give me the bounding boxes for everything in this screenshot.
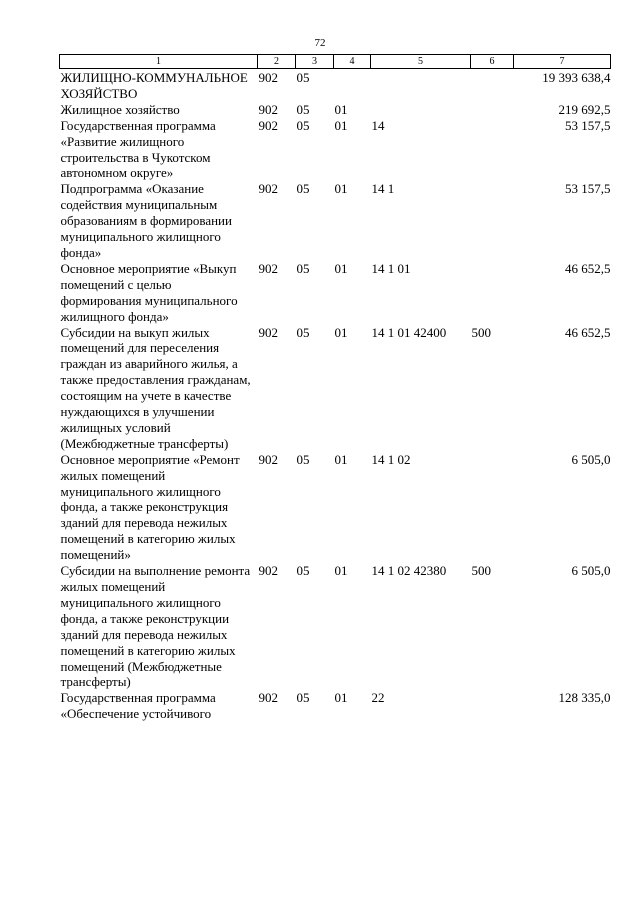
row-name: Государственная программа «Обеспечение устойчивого xyxy=(60,690,216,722)
subsection-code: 01 xyxy=(334,181,348,197)
section-code: 05 xyxy=(296,70,310,85)
target-item-code: 14 1 02 xyxy=(371,451,411,467)
row-name: Субсидии на выкуп жилых помещений для переселения граждан из аварийного жилья, а также предоставления гражданам, состоящим на учете в качестве нуждающихся в улучшении жилищных условий (Межбюджетные трансферты) xyxy=(60,324,251,451)
row-name: Основное мероприятие «Ремонт жилых помещений муниципального жилищного фонда, а также реконструкция зданий для перевода нежилых помещений в категорию жилых помещений» xyxy=(60,451,240,563)
subsection-code xyxy=(334,69,371,102)
table-row xyxy=(60,118,611,182)
expense-type-code: 500 xyxy=(471,324,491,340)
column-number-header: 2 xyxy=(258,55,296,69)
amount: 53 157,5 xyxy=(565,181,611,197)
table-row xyxy=(60,102,611,118)
target-item-code xyxy=(371,102,471,118)
expense-type-code xyxy=(471,102,514,118)
row-name: Субсидии на выполнение ремонта жилых помещений муниципального жилищного фонда, а также реконструкции зданий для перевода нежилых помещений в категорию жилых помещений (Межбюджетные трансферты) xyxy=(60,563,251,690)
page-number: 72 xyxy=(314,37,326,49)
subsection-code: 01 xyxy=(334,117,348,133)
table-row xyxy=(60,325,611,452)
ministry-code: 902 xyxy=(258,181,278,197)
section-code: 05 xyxy=(296,690,310,706)
ministry-code: 902 xyxy=(258,324,278,340)
section-code: 05 xyxy=(296,260,310,276)
column-number-row xyxy=(60,55,611,69)
section-code: 05 xyxy=(296,451,310,467)
table-row xyxy=(60,261,611,325)
row-name: Основное мероприятие «Выкуп помещений с целью формирования муниципального жилищного фонда» xyxy=(60,260,238,324)
subsection-code: 01 xyxy=(334,690,348,706)
section-code: 05 xyxy=(296,563,310,579)
table-row xyxy=(60,452,611,563)
table-row xyxy=(60,69,611,102)
column-number-header: 4 xyxy=(334,55,371,69)
section-code: 05 xyxy=(296,117,310,133)
amount: 46 652,5 xyxy=(565,260,611,276)
column-number-header: 7 xyxy=(514,55,611,69)
amount: 6 505,0 xyxy=(571,563,611,579)
column-number-header: 3 xyxy=(296,55,334,69)
subsection-code: 01 xyxy=(334,101,348,117)
column-number-header: 1 xyxy=(60,55,258,69)
ministry-code: 902 xyxy=(258,690,278,706)
row-name: Жилищное хозяйство xyxy=(60,101,180,117)
row-name: Государственная программа «Развитие жилищного строительства в Чукотском автономном округе» xyxy=(60,117,216,181)
row-name: ЖИЛИЩНО-КОММУНАЛЬНОЕ ХОЗЯЙСТВО xyxy=(60,70,248,101)
column-number-header: 5 xyxy=(371,55,471,69)
section-code: 05 xyxy=(296,181,310,197)
target-item-code: 14 xyxy=(371,117,385,133)
target-item-code: 14 1 xyxy=(371,181,395,197)
section-code: 05 xyxy=(296,324,310,340)
expense-type-code xyxy=(471,452,514,563)
expense-type-code xyxy=(471,118,514,182)
subsection-code: 01 xyxy=(334,563,348,579)
table-row xyxy=(60,563,611,690)
amount: 46 652,5 xyxy=(565,324,611,340)
amount: 53 157,5 xyxy=(565,117,611,133)
budget-table xyxy=(59,54,611,722)
ministry-code: 902 xyxy=(258,563,278,579)
ministry-code: 902 xyxy=(258,451,278,467)
target-item-code: 14 1 02 42380 xyxy=(371,563,447,579)
table-row xyxy=(60,690,611,722)
target-item-code: 14 1 01 xyxy=(371,260,411,276)
subsection-code: 01 xyxy=(334,260,348,276)
column-number-header: 6 xyxy=(471,55,514,69)
section-code: 05 xyxy=(296,101,310,117)
expense-type-code xyxy=(471,69,514,102)
expense-type-code xyxy=(471,690,514,722)
amount: 128 335,0 xyxy=(558,690,611,706)
amount: 19 393 638,4 xyxy=(542,70,611,85)
subsection-code: 01 xyxy=(334,451,348,467)
expense-type-code xyxy=(471,261,514,325)
ministry-code: 902 xyxy=(258,70,278,85)
ministry-code: 902 xyxy=(258,117,278,133)
amount: 6 505,0 xyxy=(571,451,611,467)
target-item-code xyxy=(371,69,471,102)
ministry-code: 902 xyxy=(258,260,278,276)
amount: 219 692,5 xyxy=(558,101,611,117)
target-item-code: 22 xyxy=(371,690,385,706)
ministry-code: 902 xyxy=(258,101,278,117)
expense-type-code xyxy=(471,181,514,261)
row-name: Подпрограмма «Оказание содействия муниципальным образованиям в формировании муниципального жилищного фонда» xyxy=(60,181,232,260)
table-row xyxy=(60,181,611,261)
target-item-code: 14 1 01 42400 xyxy=(371,324,447,340)
subsection-code: 01 xyxy=(334,324,348,340)
expense-type-code: 500 xyxy=(471,563,491,579)
